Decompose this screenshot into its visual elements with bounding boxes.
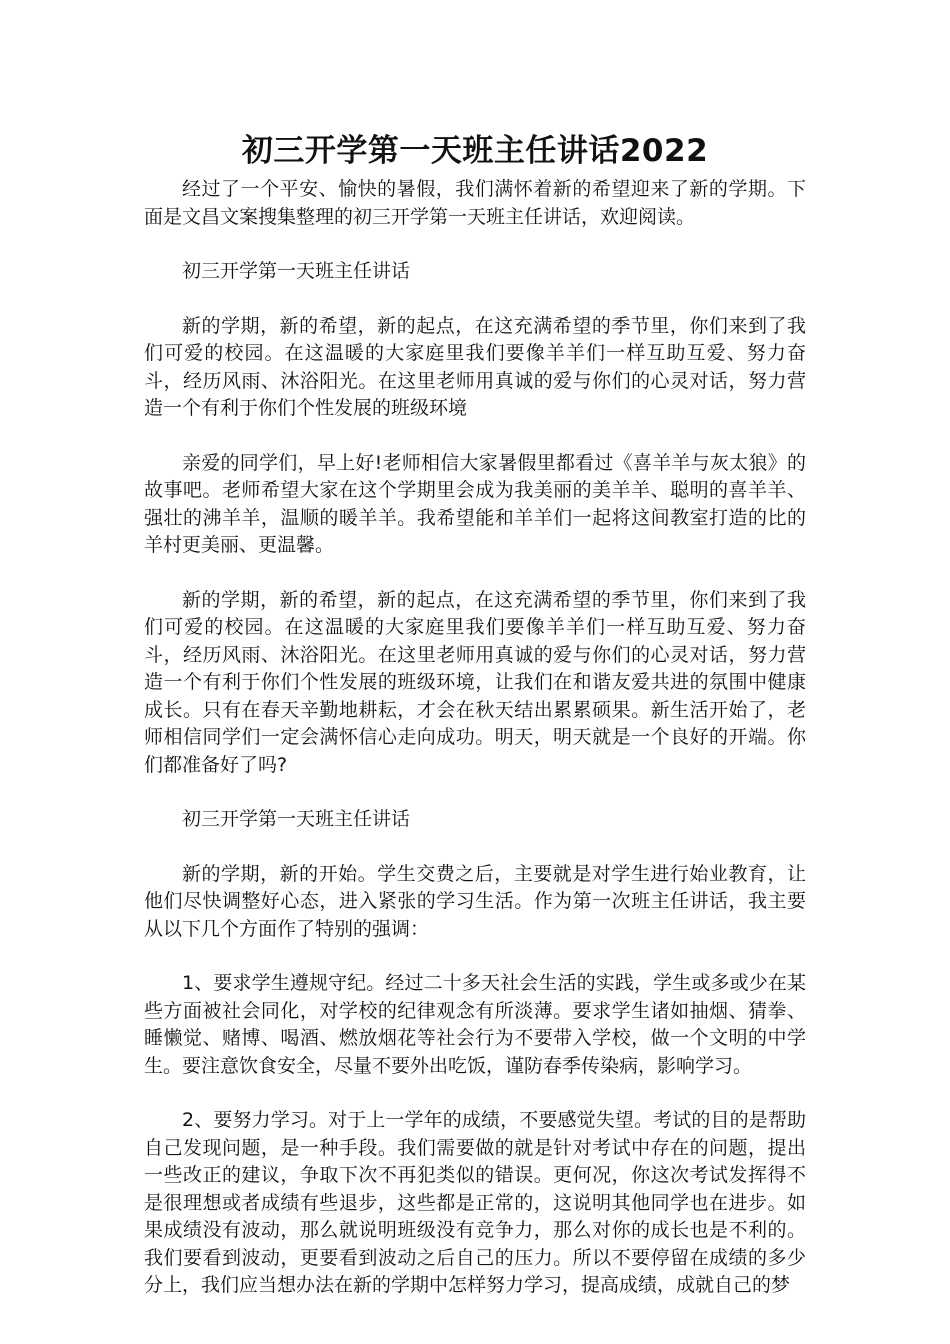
body-paragraph: 新的学期，新的开始。学生交费之后，主要就是对学生进行始业教育，让他们尽快调整好心态，进入紧张的学习生活。作为第一次班主任讲话，我主要从以下几个方面作了特别的强调： [144, 862, 806, 940]
section-heading: 初三开学第一天班主任讲话 [182, 260, 411, 282]
intro-paragraph: 经过了一个平安、愉快的暑假，我们满怀着新的希望迎来了新的学期。下面是文昌文案搜集整理的初三开学第一天班主任讲话，欢迎阅读。 [144, 178, 806, 228]
body-paragraph: 新的学期，新的希望，新的起点，在这充满希望的季节里，你们来到了我们可爱的校园。在这温暖的大家庭里我们要像羊羊们一样互助互爱、努力奋斗，经历风雨、沐浴阳光。在这里老师用真诚的爱与你们的心灵对话，努力营造一个有利于你们个性发展的班级环境，让我们在和谐友爱共进的氛围中健康成长。只有在春天辛勤地耕耘，才会在秋天结出累累硕果。新生活开始了，老师相信同学们一定会满怀信心走向成功。明天，明天就是一个良好的开端。你们都准备好了吗? [144, 588, 806, 776]
body-paragraph: 新的学期，新的希望，新的起点，在这充满希望的季节里，你们来到了我们可爱的校园。在这温暖的大家庭里我们要像羊羊们一样互助互爱、努力奋斗，经历风雨、沐浴阳光。在这里老师用真诚的爱与你们的心灵对话，努力营造一个有利于你们个性发展的班级环境 [144, 314, 806, 419]
body-paragraph: 亲爱的同学们，早上好!老师相信大家暑假里都看过《喜羊羊与灰太狼》的故事吧。老师希望大家在这个学期里会成为我美丽的美羊羊、聪明的喜羊羊、强壮的沸羊羊，温顺的暖羊羊。我希望能和羊羊们一起将这间教室打造的比的羊村更美丽、更温馨。 [144, 451, 806, 556]
document-page [144, 128, 806, 1300]
list-item-paragraph: 1、要求学生遵规守纪。经过二十多天社会生活的实践，学生或多或少在某些方面被社会同化，对学校的纪律观念有所淡薄。要求学生诸如抽烟、猜拳、睡懒觉、赌博、喝酒、燃放烟花等社会行为不要带入学校，做一个文明的中学生。要注意饮食安全，尽量不要外出吃饭，谨防春季传染病，影响学习。 [144, 972, 806, 1077]
list-item-paragraph: 2、要努力学习。对于上一学年的成绩，不要感觉失望。考试的目的是帮助自己发现问题，是一种手段。我们需要做的就是针对考试中存在的问题，提出一些改正的建议，争取下次不再犯类似的错误。更何况，你这次考试发挥得不是很理想或者成绩有些退步，这些都是正常的，这说明其他同学也在进步。如果成绩没有波动，那么就说明班级没有竞争力，那么对你的成长也是不利的。我们要看到波动，更要看到波动之后自己的压力。所以不要停留在成绩的多少分上，我们应当想办法在新的学期中怎样努力学习，提高成绩，成就自己的梦 [144, 1109, 806, 1296]
section-heading: 初三开学第一天班主任讲话 [182, 808, 411, 830]
document-title: 初三开学第一天班主任讲话2022 [241, 133, 709, 169]
